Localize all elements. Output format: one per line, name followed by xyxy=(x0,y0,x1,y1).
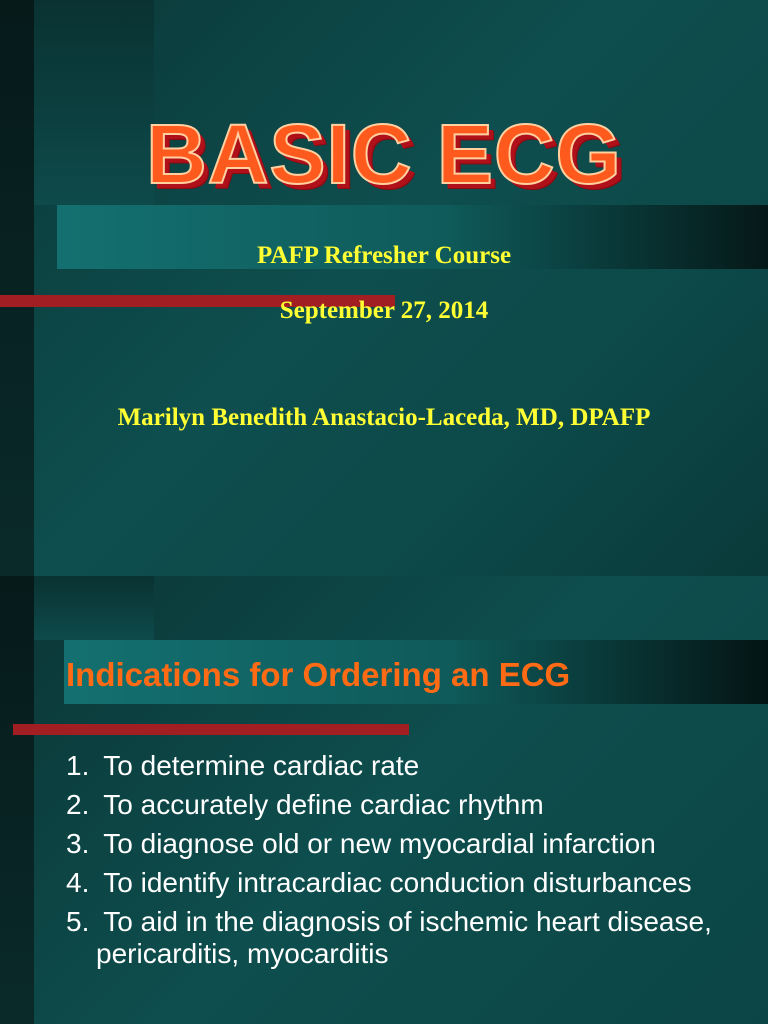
indications-list xyxy=(66,750,746,977)
dark-column-decoration xyxy=(34,576,154,640)
list-item-text: To aid in the diagnosis of ischemic heart disease, pericarditis, myocarditis xyxy=(96,906,712,969)
slide-title-text: BASIC ECG xyxy=(146,107,622,201)
dark-column-decoration xyxy=(0,576,34,1024)
list-item-number: 2. xyxy=(66,789,90,820)
presentation-date: September 27, 2014 xyxy=(279,297,489,324)
list-item-number: 1. xyxy=(66,750,90,781)
list-item-number: 3. xyxy=(66,828,90,859)
course-name: PAFP Refresher Course xyxy=(256,242,512,269)
list-item xyxy=(66,867,746,899)
author-name: Marilyn Benedith Anastacio-Laceda, MD, DPAFP xyxy=(117,404,651,431)
list-item xyxy=(66,906,746,970)
list-item-text: To determine cardiac rate xyxy=(103,750,420,781)
list-item-text: To diagnose old or new myocardial infarction xyxy=(103,828,656,859)
list-item xyxy=(66,750,746,782)
title-container xyxy=(0,107,768,201)
list-item xyxy=(66,789,746,821)
dark-column-decoration xyxy=(0,0,34,576)
list-item xyxy=(66,828,746,860)
slide-heading: Indications for Ordering an ECG xyxy=(66,656,571,693)
red-line-decoration xyxy=(13,724,409,735)
list-item-text: To identify intracardiac conduction disturbances xyxy=(103,867,692,898)
list-item-number: 5. xyxy=(66,906,90,937)
list-item-number: 4. xyxy=(66,867,90,898)
slide-indications xyxy=(0,576,768,1024)
list-item-text: To accurately define cardiac rhythm xyxy=(103,789,544,820)
